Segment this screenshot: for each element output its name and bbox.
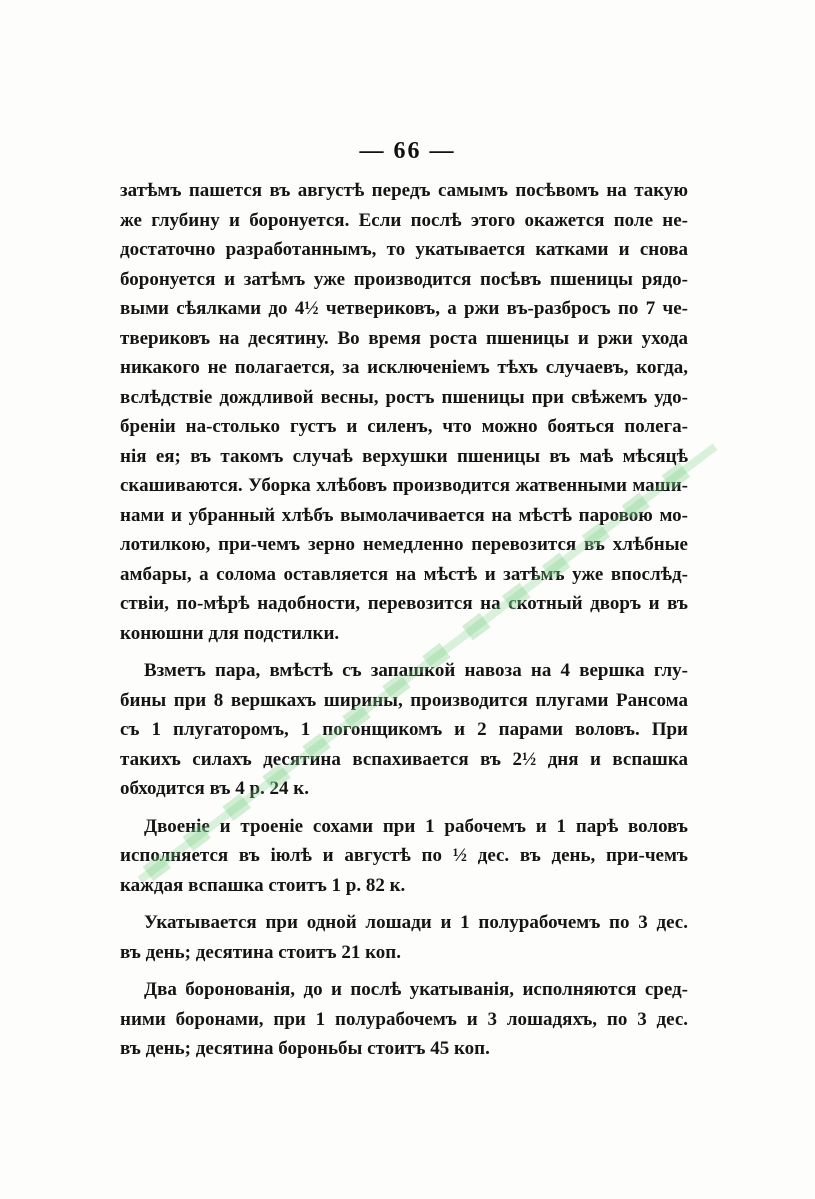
paragraph-5-line-3: въ день; десятина бороньбы стоитъ 45 коп. <box>120 1038 490 1059</box>
paragraph-1-line-9: бреніи на-столько густъ и силенъ, что можно бояться полега- <box>120 416 688 437</box>
paragraph-2-line-3: съ 1 плугаторомъ, 1 погонщикомъ и 2 парами воловъ. При <box>120 719 688 740</box>
paragraph-1-line-6: твериковъ на десятину. Во время роста пшеницы и ржи ухода <box>120 327 688 349</box>
paragraph-1-line-11: скашиваются. Уборка хлѣбовъ производится жатвенными маши- <box>120 475 688 496</box>
paragraph-1-line-16: конюшни для подстилки. <box>120 622 340 644</box>
paragraph-3-line-3: каждая вспашка стоитъ 1 р. 82 к. <box>120 874 406 896</box>
paragraph-1-line-4: боронуется и затѣмъ уже производится посѣвъ пшеницы рядо- <box>120 268 688 290</box>
paragraph-2-line-2: бины при 8 вершкахъ ширины, производится плугами Рансома <box>120 689 688 711</box>
page-number: — 66 — <box>359 138 456 164</box>
paragraph-1-line-14: амбары, а солома оставляется на мѣстѣ и затѣмъ уже впослѣд- <box>120 563 688 585</box>
paragraph-1-line-1: затѣмъ пашется въ августѣ передъ самымъ посѣвомъ на такую <box>120 180 688 201</box>
paragraph-1-line-7: никакого не полагается, за исключеніемъ тѣхъ случаевъ, когда, <box>120 357 688 378</box>
paragraph-1-line-3: достаточно разработаннымъ, то укатывается катками и снова <box>120 239 688 260</box>
body-text <box>120 176 688 1064</box>
paragraph-1-line-10: нія ея; въ такомъ случаѣ верхушки пшеницы въ маѣ мѣсяцѣ <box>120 445 688 467</box>
paragraph-3-line-1: Двоеніе и троеніе сохами при 1 рабочемъ и 1 парѣ воловъ <box>144 815 688 837</box>
paragraph-2-line-1: Взметъ пара, вмѣстѣ съ запашкой навоза на 4 вершка глу- <box>144 660 688 681</box>
paragraph-gap <box>120 648 688 656</box>
paragraph-2-line-5: обходится въ 4 р. 24 к. <box>120 778 309 799</box>
paragraph-gap <box>120 967 688 975</box>
paragraph-4-line-1: Укатывается при одной лошади и 1 полурабочемъ по 3 дес. <box>144 912 688 933</box>
paragraph-2-line-4: такихъ силахъ десятина вспахивается въ 2½ дня и вспашка <box>120 748 688 770</box>
paragraph-gap <box>120 900 688 908</box>
paragraph-1-line-5: выми сѣялками до 4½ четвериковъ, а ржи въ-разбросъ по 7 че- <box>120 298 688 319</box>
paragraph-5-line-2: ними боронами, при 1 полурабочемъ и 3 лошадяхъ, по 3 дес. <box>120 1008 688 1030</box>
paragraph-gap <box>120 804 688 812</box>
paragraph-1-line-12: нами и убранный хлѣбъ вымолачивается на мѣстѣ паровою мо- <box>120 504 688 526</box>
paragraph-1-line-2: же глубину и боронуется. Если послѣ этого окажется поле не- <box>120 209 688 231</box>
paragraph-3-line-2: исполняется въ іюлѣ и августѣ по ½ дес. въ день, при-чемъ <box>120 845 688 866</box>
paragraph-4-line-2: въ день; десятина стоитъ 21 коп. <box>120 941 401 963</box>
paragraph-1-line-15: ствіи, по-мѣрѣ надобности, перевозится на скотный дворъ и въ <box>120 593 688 614</box>
paragraph-5-line-1: Два боронованія, до и послѣ укатыванія, исполняются сред- <box>144 979 688 1000</box>
paragraph-1-line-13: лотилкою, при-чемъ зерно немедленно перевозится въ хлѣбные <box>120 534 688 555</box>
paragraph-1-line-8: вслѣдствіе дождливой весны, ростъ пшеницы при свѣжемъ удо- <box>120 386 688 408</box>
